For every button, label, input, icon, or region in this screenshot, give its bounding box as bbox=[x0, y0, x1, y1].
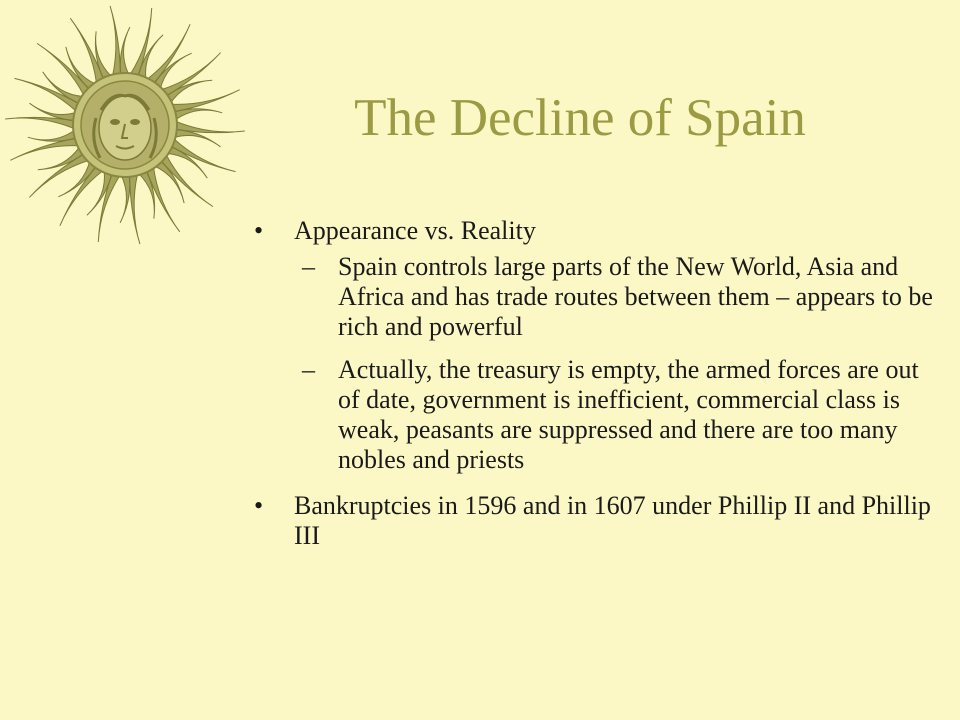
sub-bullet-text: Actually, the treasury is empty, the armed forces are out of date, government is inefficient, commercial class is weak, peasants are suppressed and there are too many nobles and priests bbox=[338, 354, 919, 475]
bullet-text: Appearance vs. Reality bbox=[294, 216, 536, 245]
dash-marker: – bbox=[302, 354, 315, 384]
bullet-point bbox=[254, 491, 944, 551]
dash-marker: – bbox=[302, 252, 315, 282]
bullet-marker: • bbox=[254, 216, 264, 245]
bullet-list bbox=[254, 216, 944, 558]
bullet-text: Bankruptcies in 1596 and in 1607 under Phillip II and Phillip III bbox=[294, 491, 931, 551]
sub-bullet-text: Spain controls large parts of the New World, Asia and Africa and has trade routes between them – appears to be rich and powerful bbox=[338, 252, 933, 342]
sub-bullet-point bbox=[302, 252, 944, 342]
bullet-point bbox=[254, 216, 944, 246]
slide-title: The Decline of Spain bbox=[354, 89, 806, 147]
sub-bullet-point bbox=[302, 355, 944, 476]
bullet-marker: • bbox=[254, 491, 264, 521]
